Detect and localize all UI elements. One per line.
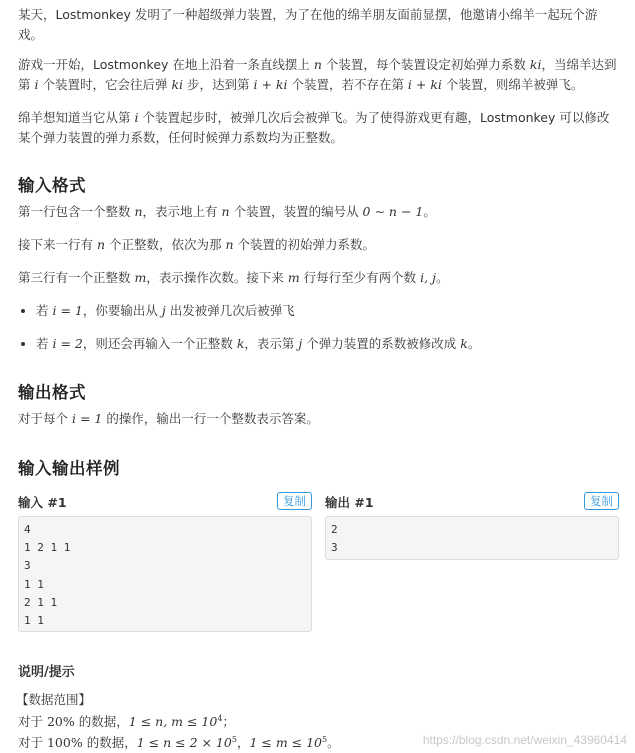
text: 个正整数，依次为那	[105, 237, 226, 252]
intro-paragraph-2	[18, 55, 618, 95]
intro-paragraph-1	[18, 5, 616, 45]
list-item	[36, 301, 480, 321]
text: ，表示第	[244, 336, 299, 351]
math-ki: ki	[171, 77, 184, 92]
sample-input-box[interactable]	[18, 516, 312, 632]
text: 的操作，输出一行一个整数表示答案。	[102, 411, 319, 426]
input-format-line-3	[18, 268, 448, 288]
text: ，	[236, 735, 250, 751]
range-line-2	[18, 730, 340, 753]
math-constraint: 1 ≤ m ≤ 10	[249, 735, 323, 751]
range-label: 【数据范围】	[16, 692, 92, 707]
text: 。	[435, 270, 449, 285]
math-j: j	[161, 303, 166, 318]
copy-input-button[interactable]: 复制	[277, 492, 312, 510]
text: ，你要输出从	[82, 303, 162, 318]
sample-output-title: 输出 #1	[325, 495, 374, 510]
range-line-1	[18, 709, 235, 732]
math-i-plus-ki: i + ki	[407, 77, 442, 92]
text: 个装置，若不存在第	[287, 77, 408, 92]
sample-input-panel	[18, 492, 312, 634]
math-k: k	[460, 336, 468, 351]
math-n: n	[313, 57, 322, 72]
text: 对于	[18, 735, 47, 751]
math-j: j	[298, 336, 303, 351]
watermark: https://blog.csdn.net/weixin_43960414	[422, 733, 627, 747]
list-item	[36, 334, 480, 354]
text: 若	[36, 303, 53, 318]
math-i-eq-1: i = 1	[71, 411, 103, 426]
math-n: n	[225, 237, 234, 252]
text: 个装置，装置的编号从	[229, 204, 363, 219]
text: 接下来一行有	[18, 237, 97, 252]
math-exponent: 4	[217, 714, 223, 723]
math-i-j: i, j	[420, 270, 436, 285]
code-line: 4	[24, 523, 31, 536]
text: 游戏一开始，Lostmonkey 在地上沿着一条直线摆上	[18, 57, 314, 72]
text: ，则还会再输入一个正整数	[82, 336, 237, 351]
text: 行每行至少有两个数	[299, 270, 421, 285]
math-percent: 20%	[46, 714, 75, 730]
text: 的数据，	[74, 714, 129, 730]
math-range: 0 ∼ n − 1	[362, 204, 424, 219]
math-i-plus-ki: i + ki	[253, 77, 288, 92]
hint-heading: 说明/提示	[18, 665, 75, 680]
code-line: 1 1	[24, 577, 44, 591]
math-i-eq-2: i = 2	[52, 336, 83, 351]
copy-output-button[interactable]: 复制	[584, 492, 619, 510]
output-format-heading: 输出格式	[18, 383, 86, 402]
code-line: 3	[331, 541, 338, 555]
text: 。	[467, 336, 481, 351]
text: 第三行有一个正整数	[18, 270, 135, 285]
text: 对于	[18, 714, 47, 730]
text: 绵羊想知道当它从第	[18, 110, 135, 125]
text: 第一行包含一个整数	[18, 204, 135, 219]
text: 个装置，每个装置设定初始弹力系数	[321, 57, 530, 72]
math-percent: 100%	[46, 735, 83, 751]
code-line: 2 1 1	[24, 595, 58, 609]
text: ；	[222, 714, 235, 730]
math-exponent: 5	[322, 735, 328, 744]
math-n: n	[221, 204, 230, 219]
text: 对于每个	[18, 411, 72, 426]
math-constraint: 1 ≤ n, m ≤ 10	[128, 714, 218, 730]
text: 步，达到第	[183, 77, 254, 92]
text: ，表示地上有	[142, 204, 222, 219]
code-line: 3	[24, 559, 31, 573]
text: 个装置起步时，被弹几次后会被弹飞。为了使得游戏更有趣，Lostmonkey 可以修改某个弹力装置的弹力系数，任何时候弹力系数均为正整数。	[18, 110, 610, 145]
math-exponent: 5	[231, 735, 237, 744]
math-i: i	[34, 77, 39, 92]
intro-paragraph-3	[18, 108, 618, 148]
math-i: i	[134, 110, 139, 125]
code-line: 1 1	[24, 614, 44, 628]
math-i-eq-1: i = 1	[52, 303, 83, 318]
text: ，当绵羊达到第	[18, 57, 617, 92]
input-format-heading: 输入格式	[18, 176, 86, 195]
code-line: 2	[331, 523, 338, 536]
text: 出发被弹几次后被弹飞	[165, 303, 295, 318]
text: 个装置时，它会往后弹	[38, 77, 172, 92]
text: 。	[423, 204, 436, 219]
samples-heading: 输入输出样例	[18, 459, 120, 478]
input-format-line-1	[18, 202, 436, 222]
math-k: k	[236, 336, 245, 351]
sample-output-panel	[325, 492, 619, 562]
math-m: m	[134, 270, 147, 285]
text: 。	[327, 735, 340, 751]
code-line: 1 2 1 1	[24, 541, 71, 555]
sample-output-box[interactable]	[325, 516, 619, 560]
math-n: n	[96, 237, 106, 252]
math-constraint: 1 ≤ n ≤ 2 × 10	[136, 735, 232, 751]
input-format-line-2	[18, 235, 375, 255]
text: 个装置，则绵羊被弹飞。	[441, 77, 584, 92]
operation-list	[18, 301, 480, 354]
sample-input-title: 输入 #1	[18, 495, 67, 510]
text: 个装置的初始弹力系数。	[233, 237, 376, 252]
text: 若	[36, 336, 53, 351]
text: 的数据，	[82, 735, 137, 751]
text: 个弹力装置的系数被修改成	[302, 336, 461, 351]
output-format-line	[18, 409, 319, 429]
math-n: n	[134, 204, 143, 219]
math-ki: ki	[529, 57, 542, 72]
intro-text: 某天，Lostmonkey 发明了一种超级弹力装置，为了在他的绵羊朋友面前显摆，他邀请小绵羊一起玩个游戏。	[18, 7, 598, 42]
text: ，表示操作次数。接下来	[146, 270, 288, 285]
math-m: m	[287, 270, 300, 285]
